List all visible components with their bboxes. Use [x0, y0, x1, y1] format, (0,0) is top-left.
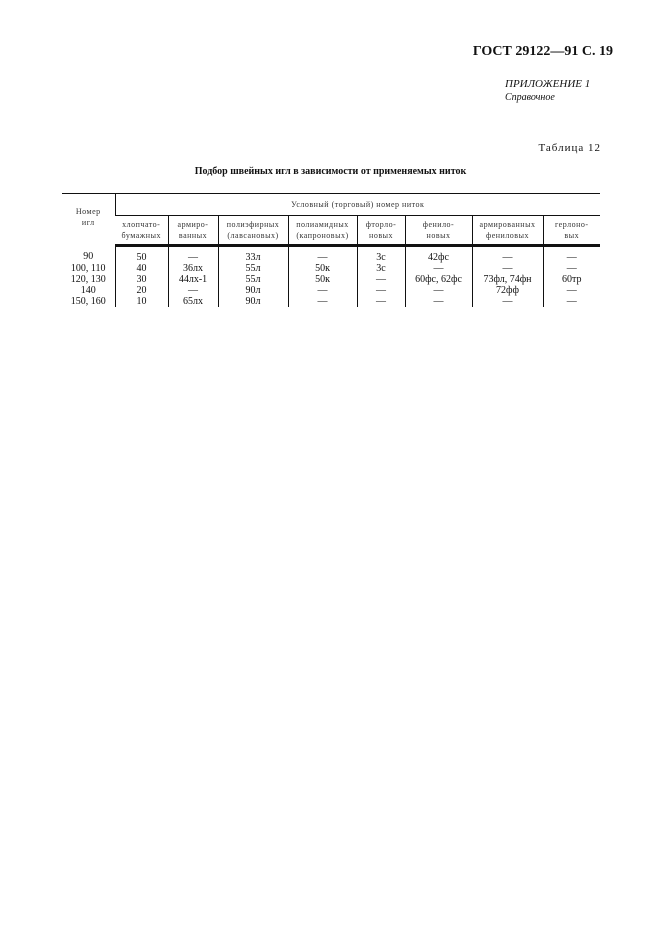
table-cell: 36лх	[168, 263, 218, 274]
table-cell: —	[472, 296, 543, 307]
table-cell: 3с	[357, 246, 405, 264]
table-cell: 40	[115, 263, 168, 274]
table-row	[62, 246, 600, 264]
table-cell: —	[357, 285, 405, 296]
col-header-needle: Номер игл	[62, 194, 115, 246]
group-header: Условный (торговый) номер ниток	[115, 194, 600, 216]
col-header: фторло- новых	[357, 216, 405, 246]
table-cell: —	[357, 296, 405, 307]
table-cell: —	[405, 285, 472, 296]
col-header: полиамидных (капроновых)	[288, 216, 357, 246]
table-cell: 3с	[357, 263, 405, 274]
table-row	[62, 274, 600, 285]
table-cell: 90	[83, 251, 94, 263]
table-cell: —	[472, 263, 543, 274]
table-cell: 60тр	[543, 274, 600, 285]
table-cell: 20	[115, 285, 168, 296]
table-cell: 50	[115, 246, 168, 264]
col-header: хлопчато- бумажных	[115, 216, 168, 246]
table-cell: —	[543, 296, 600, 307]
table-cell: —	[543, 246, 600, 264]
table-cell: 100, 110	[70, 263, 106, 274]
table-cell: 90л	[218, 285, 288, 296]
table-cell: 44лх-1	[168, 274, 218, 285]
table-cell: 90л	[218, 296, 288, 307]
table-cell: —	[288, 285, 357, 296]
table-cell: —	[288, 246, 357, 264]
table-cell: 120, 130	[70, 274, 106, 285]
table-row	[62, 296, 600, 307]
reference-label: Справочное	[505, 92, 555, 103]
table-cell: 42фс	[405, 246, 472, 264]
table-cell: —	[168, 285, 218, 296]
table-cell: 55л	[218, 263, 288, 274]
table-cell: —	[405, 296, 472, 307]
table-title: Подбор швейных игл в зависимости от применяемых ниток	[194, 166, 467, 177]
table-cell: —	[168, 246, 218, 264]
table-cell: 10	[115, 296, 168, 307]
table-number: Таблица 12	[538, 142, 601, 154]
col-header: армиро- ванных	[168, 216, 218, 246]
table-cell: 72фф	[472, 285, 543, 296]
table-cell: —	[472, 246, 543, 264]
table-cell: 33л	[218, 246, 288, 264]
col-header: армированных фениловых	[472, 216, 543, 246]
table-cell: 50к	[288, 274, 357, 285]
col-header: герлоно- вых	[543, 216, 600, 246]
table-row	[62, 285, 600, 296]
needle-table	[62, 193, 600, 307]
table-cell: 55л	[218, 274, 288, 285]
table-cell: 65лх	[168, 296, 218, 307]
table-cell: 73фл, 74фн	[472, 274, 543, 285]
table-cell: 150, 160	[70, 296, 106, 307]
table-cell: —	[543, 285, 600, 296]
appendix-label: ПРИЛОЖЕНИЕ 1	[505, 78, 591, 90]
col-header: фенило- новых	[405, 216, 472, 246]
page-header: ГОСТ 29122—91 С. 19	[472, 44, 613, 59]
table-cell: 140	[80, 285, 96, 296]
table-cell: 60фс, 62фс	[405, 274, 472, 285]
table-row	[62, 263, 600, 274]
table-cell: —	[543, 263, 600, 274]
table-cell: —	[405, 263, 472, 274]
table-cell: —	[288, 296, 357, 307]
table-cell: 30	[115, 274, 168, 285]
col-header: полиэфирных (лавсановых)	[218, 216, 288, 246]
table-cell: —	[357, 274, 405, 285]
table-cell: 50к	[288, 263, 357, 274]
